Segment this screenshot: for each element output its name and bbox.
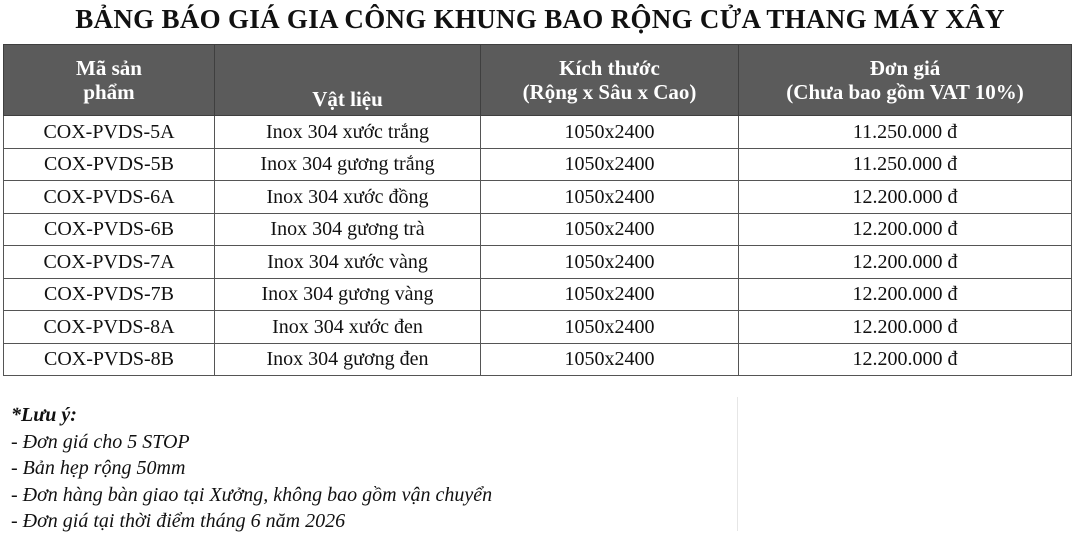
- column-header-line: phẩm: [83, 80, 135, 104]
- product-code-cell: COX-PVDS-8A: [4, 311, 215, 344]
- column-header-line: Đơn giá: [869, 56, 941, 80]
- size-cell: 1050x2400: [481, 181, 739, 214]
- note-item: - Đơn hàng bàn giao tại Xưởng, không bao gồm vận chuyển: [11, 483, 493, 506]
- material-cell: Inox 304 xước trắng: [215, 116, 481, 149]
- table-row: [4, 148, 1072, 181]
- table-row: [4, 246, 1072, 279]
- size-cell: 1050x2400: [481, 343, 739, 376]
- column-header-product-code: [4, 45, 215, 116]
- product-code-cell: COX-PVDS-8B: [4, 343, 215, 376]
- notes-heading: *Lưu ý:: [11, 404, 77, 426]
- price-cell: 12.200.000 đ: [739, 311, 1072, 344]
- column-header-material: [215, 45, 481, 116]
- price-table: [3, 44, 1072, 376]
- size-cell: 1050x2400: [481, 311, 739, 344]
- table-row: [4, 311, 1072, 344]
- material-cell: Inox 304 xước vàng: [215, 246, 481, 279]
- table-header-row: [4, 45, 1072, 116]
- note-item: - Đơn giá tại thời điểm tháng 6 năm 2026: [11, 510, 346, 532]
- column-header-line: Kích thước: [559, 56, 660, 80]
- material-cell: Inox 304 xước đồng: [215, 181, 481, 214]
- size-cell: 1050x2400: [481, 246, 739, 279]
- table-row: [4, 116, 1072, 149]
- note-item: - Bản hẹp rộng 50mm: [11, 457, 186, 479]
- product-code-cell: COX-PVDS-5A: [4, 116, 215, 149]
- column-header-size: [481, 45, 739, 116]
- product-code-cell: COX-PVDS-5B: [4, 148, 215, 181]
- material-cell: Inox 304 gương trắng: [215, 148, 481, 181]
- notes-divider: [737, 397, 738, 531]
- column-header-line: (Rộng x Sâu x Cao): [522, 80, 697, 104]
- material-cell: Inox 304 gương trà: [215, 213, 481, 246]
- price-cell: 11.250.000 đ: [739, 116, 1072, 149]
- price-cell: 12.200.000 đ: [739, 343, 1072, 376]
- table-row: [4, 181, 1072, 214]
- product-code-cell: COX-PVDS-6A: [4, 181, 215, 214]
- product-code-cell: COX-PVDS-7B: [4, 278, 215, 311]
- table-row: [4, 278, 1072, 311]
- product-code-cell: COX-PVDS-6B: [4, 213, 215, 246]
- size-cell: 1050x2400: [481, 213, 739, 246]
- note-item: - Đơn giá cho 5 STOP: [11, 430, 190, 453]
- size-cell: 1050x2400: [481, 116, 739, 149]
- column-header-line: Mã sản: [76, 56, 142, 80]
- price-cell: 12.200.000 đ: [739, 181, 1072, 214]
- price-cell: 12.200.000 đ: [739, 213, 1072, 246]
- notes-list: [11, 402, 492, 535]
- column-header-line: (Chưa bao gồm VAT 10%): [786, 80, 1024, 104]
- column-header-line: Vật liệu: [312, 87, 383, 111]
- size-cell: 1050x2400: [481, 148, 739, 181]
- material-cell: Inox 304 gương vàng: [215, 278, 481, 311]
- material-cell: Inox 304 xước đen: [215, 311, 481, 344]
- page-title: BẢNG BÁO GIÁ GIA CÔNG KHUNG BAO RỘNG CỬA THANG MÁY XÂY: [75, 4, 1005, 34]
- notes-section: [3, 369, 1071, 533]
- price-cell: 12.200.000 đ: [739, 278, 1072, 311]
- price-cell: 11.250.000 đ: [739, 148, 1072, 181]
- size-cell: 1050x2400: [481, 278, 739, 311]
- material-cell: Inox 304 gương đen: [215, 343, 481, 376]
- column-header-price: [739, 45, 1072, 116]
- product-code-cell: COX-PVDS-7A: [4, 246, 215, 279]
- price-cell: 12.200.000 đ: [739, 246, 1072, 279]
- table-row: [4, 213, 1072, 246]
